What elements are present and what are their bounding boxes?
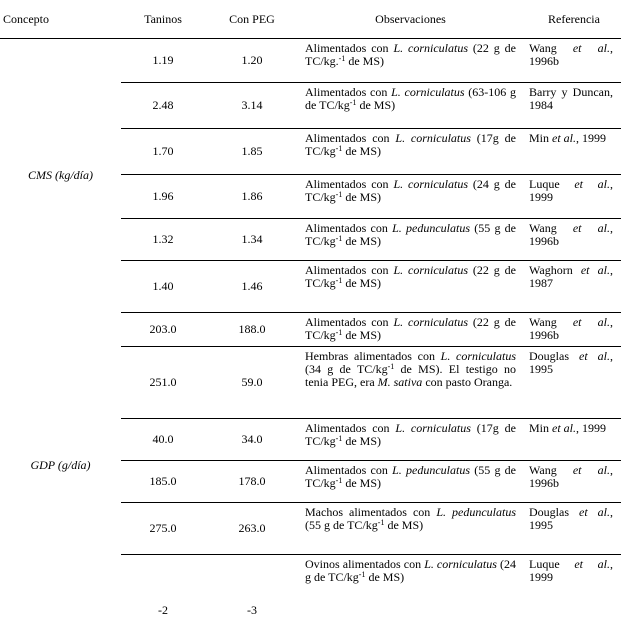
cell-con-peg: 59.0 — [205, 347, 299, 419]
cell-referencia — [522, 419, 621, 461]
obs-text: de MS). El testigo no tenia PEG, era — [305, 362, 516, 389]
cell-con-peg: 178.0 — [205, 461, 299, 503]
cell-con-peg: 263.0 — [205, 503, 299, 555]
cell-taninos: 251.0 — [121, 347, 205, 419]
ref-text: , 1996b — [529, 221, 613, 248]
obs-text: de MS) — [384, 518, 424, 532]
cell-referencia — [522, 347, 621, 419]
obs-text: L. pedunculatus — [392, 221, 470, 235]
cell-observaciones — [299, 313, 522, 347]
ref-text: , 1996b — [529, 463, 613, 490]
obs-text: de MS) — [365, 570, 405, 584]
obs-text: Alimentados con — [305, 41, 394, 55]
obs-text: de MS) — [356, 98, 396, 112]
cell-observaciones — [299, 129, 522, 175]
cell-referencia — [522, 261, 621, 313]
cell-referencia — [522, 39, 621, 83]
cell-observaciones — [299, 347, 522, 419]
obs-text: L. corniculatus — [395, 131, 471, 145]
cell-con-peg: 1.20 — [205, 39, 299, 83]
obs-text: (22 g de TC/kg. — [305, 41, 516, 68]
cell-taninos: 185.0 — [121, 461, 205, 503]
ref-text: et al. — [579, 505, 610, 519]
ref-text: , 1999 — [576, 421, 607, 435]
cell-referencia — [522, 503, 621, 555]
cell-referencia — [522, 175, 621, 219]
ref-text: et al. — [580, 263, 610, 277]
obs-text: Alimentados con — [305, 85, 392, 99]
obs-text: de MS) — [342, 276, 382, 290]
cell-referencia — [522, 129, 621, 175]
cell-taninos: 2.48 — [121, 83, 205, 129]
cell-con-peg: 1.46 — [205, 261, 299, 313]
obs-text: de MS) — [342, 190, 382, 204]
obs-text: (63-106 g de TC/kg — [305, 85, 516, 112]
cell-taninos: 1.19 — [121, 39, 205, 83]
concept-cms: CMS (kg/día) — [28, 168, 93, 183]
cell-con-peg: 3.14 — [205, 83, 299, 129]
header-con-peg: Con PEG — [205, 0, 299, 39]
obs-text: (17g de TC/kg — [305, 421, 516, 448]
obs-text: Hembras alimentados con — [305, 349, 441, 363]
ref-text: Wang — [529, 315, 573, 329]
obs-text: L. corniculatus — [393, 263, 468, 277]
ref-text: et al. — [574, 177, 610, 191]
ref-text: et al. — [552, 131, 577, 145]
ref-text: et al. — [552, 421, 577, 435]
obs-text: -1 — [335, 144, 343, 153]
cell-referencia — [522, 219, 621, 261]
obs-text: Alimentados con — [305, 131, 396, 145]
cell-taninos: 1.96 — [121, 175, 205, 219]
cell-observaciones — [299, 39, 522, 83]
ref-text: et al. — [579, 349, 610, 363]
ref-text: , 1995 — [529, 349, 613, 376]
cell-con-peg: 188.0 — [205, 313, 299, 347]
obs-text: Machos alimentados con — [305, 505, 437, 519]
cell-referencia — [522, 83, 621, 129]
ref-text: Wang — [529, 221, 573, 235]
ref-text: , 1999 — [576, 131, 607, 145]
obs-text: de MS) — [342, 328, 382, 342]
ref-text: , 1987 — [529, 263, 613, 290]
ref-text: Douglas — [529, 349, 579, 363]
header-taninos: Taninos — [121, 0, 205, 39]
ref-text: Min — [529, 131, 553, 145]
obs-text: -1 — [335, 476, 343, 485]
cell-con-peg: -3 — [247, 602, 257, 617]
cell-observaciones — [299, 503, 522, 555]
obs-text: con pasto Oranga. — [422, 375, 513, 389]
obs-text: -1 — [377, 518, 385, 527]
obs-text: de MS) — [342, 234, 382, 248]
cell-taninos: -2 — [158, 602, 168, 617]
obs-text: (55 g de TC/kg — [305, 518, 378, 532]
cell-con-peg: 1.86 — [205, 175, 299, 219]
cell-referencia — [522, 555, 621, 619]
table-row — [0, 313, 621, 347]
ref-text: et al. — [572, 315, 610, 329]
obs-text: de MS) — [342, 434, 382, 448]
cell-observaciones — [299, 461, 522, 503]
ref-text: Barry y Duncan, 1984 — [529, 85, 613, 112]
obs-text: -1 — [338, 54, 346, 63]
header-referencia: Referencia — [522, 0, 621, 39]
ref-text: Wang — [529, 41, 573, 55]
obs-text: -1 — [335, 328, 343, 337]
cell-taninos: 275.0 — [121, 503, 205, 555]
obs-text: L. corniculatus — [424, 557, 497, 571]
ref-text: Waghorn — [529, 263, 581, 277]
ref-text: et al. — [572, 41, 610, 55]
obs-text: -1 — [335, 434, 343, 443]
ref-text: , 1999 — [529, 177, 613, 204]
obs-text: (22 g de TC/kg — [305, 263, 516, 290]
cell-observaciones — [299, 219, 522, 261]
obs-text: L. pedunculatus — [392, 463, 470, 477]
header-concepto: Concepto — [0, 0, 121, 39]
ref-text: Wang — [529, 463, 573, 477]
obs-text: -1 — [335, 234, 343, 243]
cell-taninos: 203.0 — [121, 313, 205, 347]
cell-observaciones — [299, 83, 522, 129]
obs-text: Alimentados con — [305, 263, 394, 277]
obs-text: L. corniculatus — [393, 177, 468, 191]
obs-text: Alimentados con — [305, 315, 394, 329]
cell-taninos: 1.32 — [121, 219, 205, 261]
obs-text: de MS) — [342, 144, 382, 158]
obs-text: M. sativa — [377, 375, 423, 389]
obs-text: Alimentados con — [305, 463, 393, 477]
ref-text: et al. — [574, 557, 610, 571]
obs-text: -1 — [387, 362, 395, 371]
obs-text: L. pedunculatus — [436, 505, 516, 519]
cell-con-peg: 1.85 — [205, 129, 299, 175]
obs-text: Ovinos alimentados con — [305, 557, 425, 571]
obs-text: -1 — [335, 276, 343, 285]
ref-text: , 1999 — [529, 557, 613, 584]
obs-text: Alimentados con — [305, 421, 396, 435]
cell-con-peg: 1.34 — [205, 219, 299, 261]
obs-text: (34 g de TC/kg — [305, 362, 388, 376]
obs-text: (24 g de TC/kg — [305, 177, 516, 204]
ref-text: , 1996b — [529, 315, 613, 342]
obs-text: Alimentados con — [305, 177, 394, 191]
ref-text: et al. — [572, 463, 610, 477]
obs-text: -1 — [358, 570, 366, 579]
obs-text: L. corniculatus — [440, 349, 516, 363]
cell-taninos: 40.0 — [121, 419, 205, 461]
ref-text: , 1996b — [529, 41, 613, 68]
obs-text: (22 g de TC/kg — [305, 315, 516, 342]
ref-text: Luque — [529, 557, 575, 571]
cell-observaciones — [299, 261, 522, 313]
ref-text: et al. — [572, 221, 610, 235]
cell-observaciones — [299, 175, 522, 219]
obs-text: L. corniculatus — [393, 315, 468, 329]
obs-text: (55 g de TC/kg — [305, 221, 516, 248]
obs-text: (17g de TC/kg — [305, 131, 516, 158]
obs-text: (24 g de TC/kg — [305, 557, 517, 584]
obs-text: L. corniculatus — [391, 85, 465, 99]
cell-observaciones — [299, 419, 522, 461]
cell-con-peg: 34.0 — [205, 419, 299, 461]
header-row — [0, 0, 621, 39]
ref-text: Douglas — [529, 505, 579, 519]
obs-text: (55 g de TC/kg — [305, 463, 516, 490]
cell-observaciones — [299, 555, 522, 619]
table-row — [0, 39, 621, 83]
obs-text: Alimentados con — [305, 221, 393, 235]
obs-text: -1 — [349, 98, 357, 107]
ref-text: , 1995 — [529, 505, 613, 532]
obs-text: L. corniculatus — [395, 421, 471, 435]
obs-text: -1 — [335, 190, 343, 199]
ref-text: Min — [529, 421, 553, 435]
cell-taninos: 1.70 — [121, 129, 205, 175]
cell-taninos: 1.40 — [121, 261, 205, 313]
concept-gdp: GDP (g/día) — [30, 458, 91, 472]
cell-referencia — [522, 461, 621, 503]
obs-text: de MS) — [345, 54, 385, 68]
obs-text: L. corniculatus — [393, 41, 468, 55]
cell-referencia — [522, 313, 621, 347]
header-observaciones: Observaciones — [299, 0, 522, 39]
ref-text: Luque — [529, 177, 575, 191]
obs-text: de MS) — [342, 476, 382, 490]
